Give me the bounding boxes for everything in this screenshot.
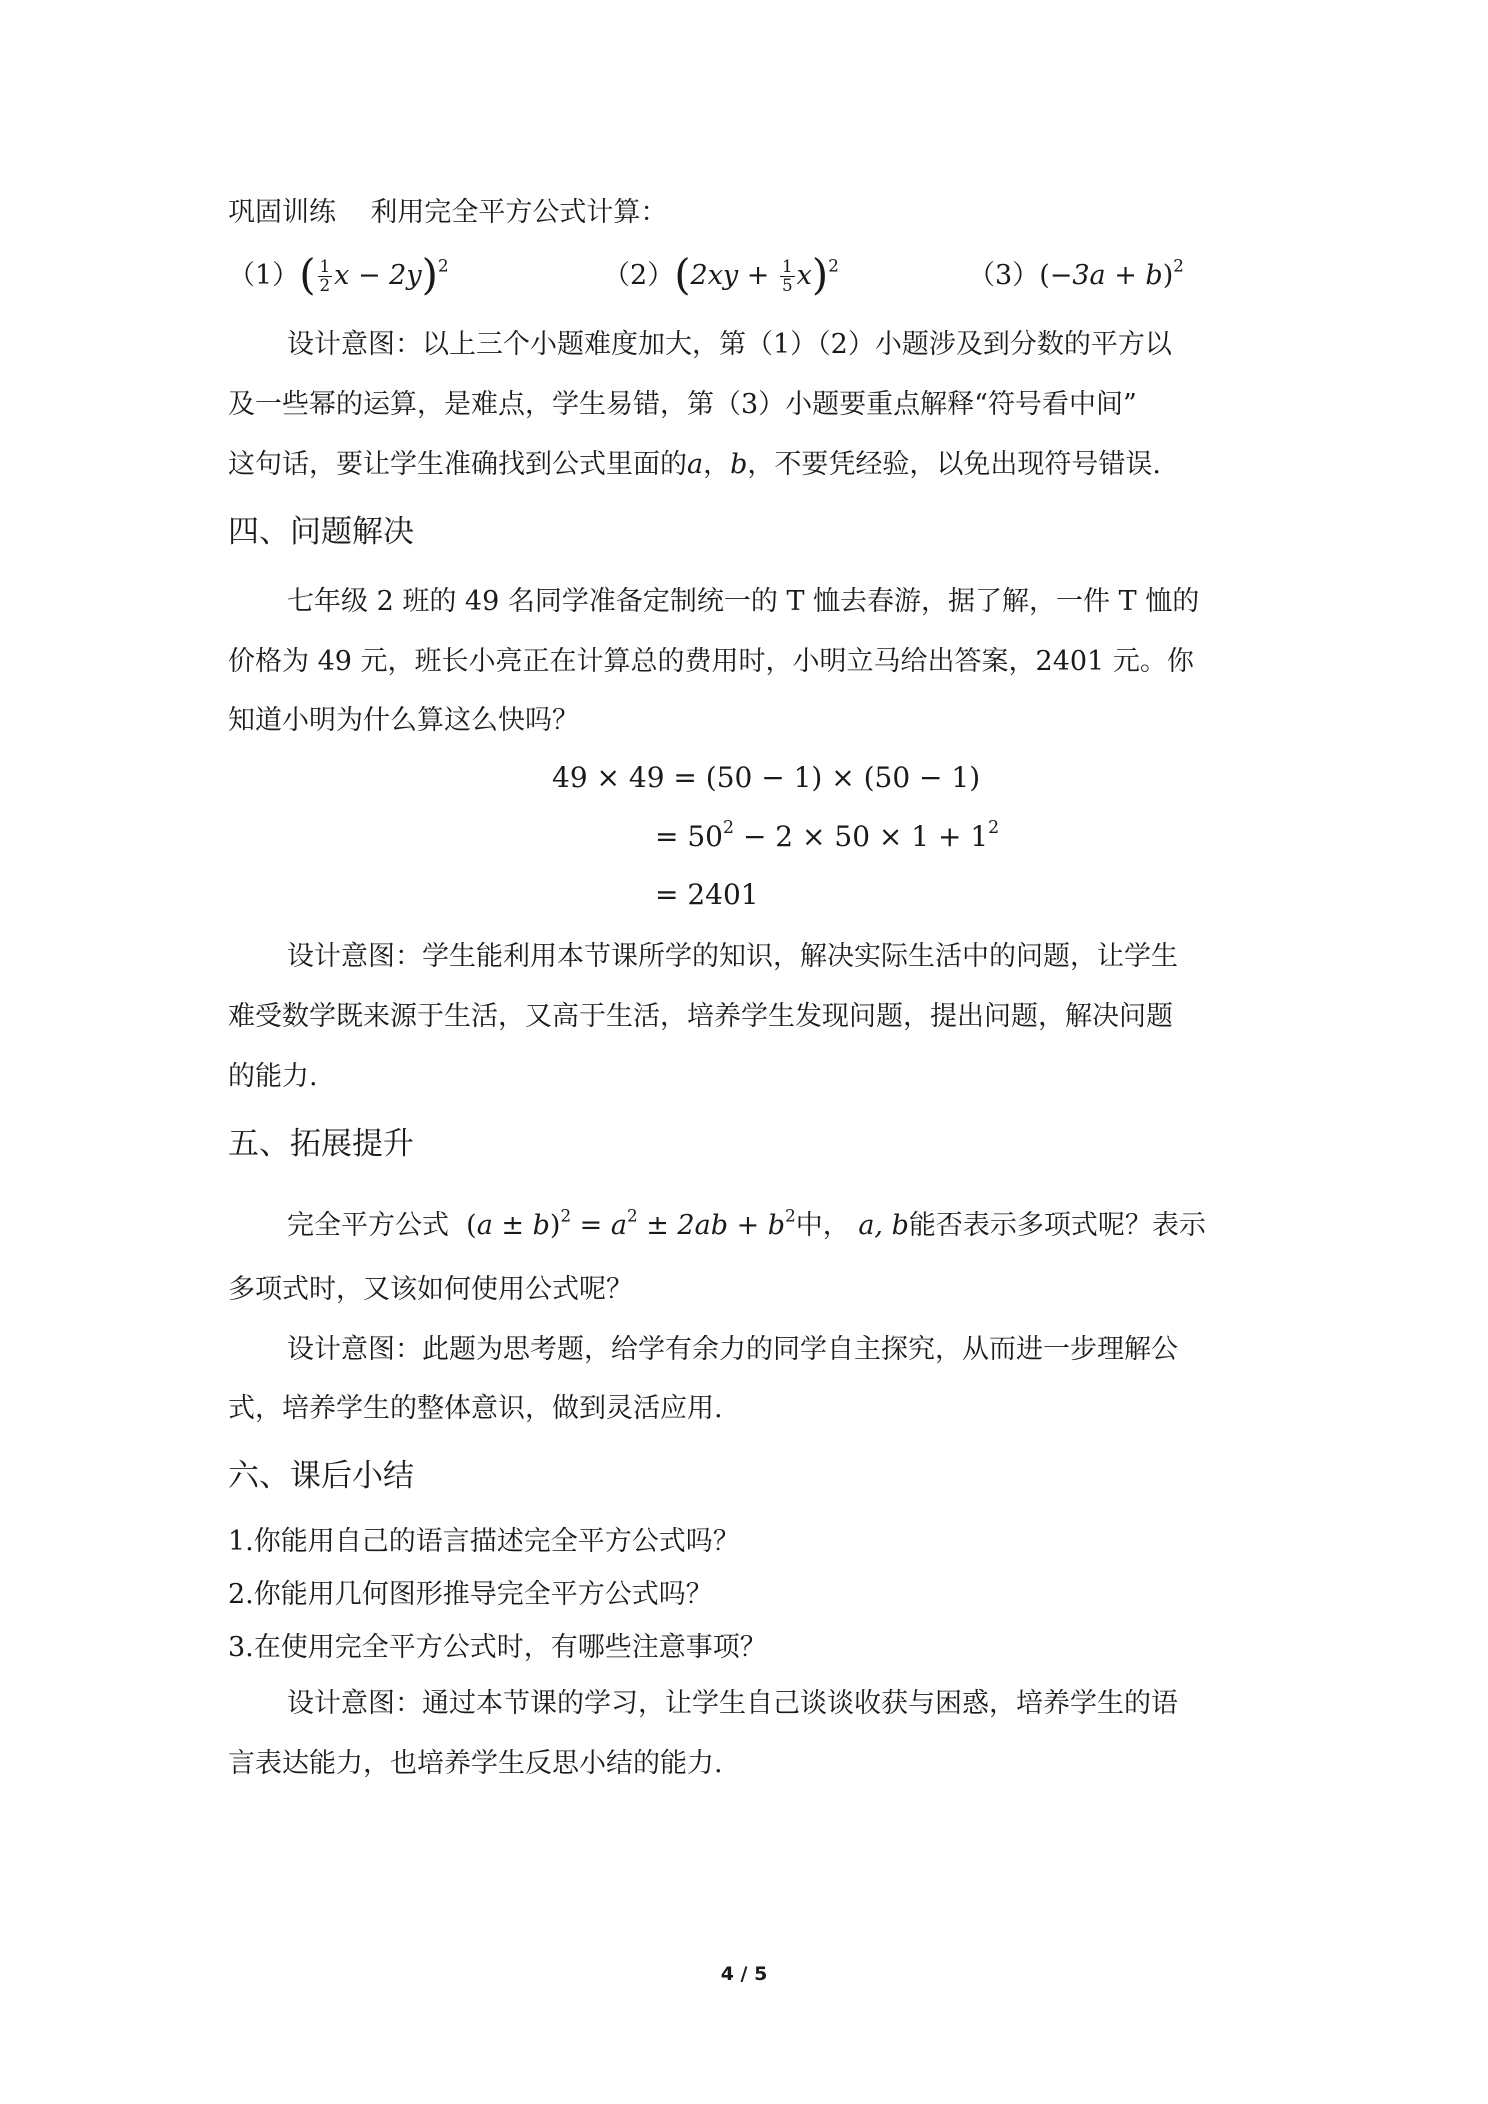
- summary-question: 2.你能用几何图形推导完全平方公式吗？: [228, 1579, 713, 1610]
- exercise-1-formula: ( $\frac{1}{2}$ x − 2y)$^2$: [299, 250, 449, 300]
- summary-question: 1.你能用自己的语言描述完全平方公式吗？: [228, 1526, 740, 1557]
- problem-text: 知道小明为什么算这么快吗？: [228, 705, 579, 736]
- extension-text: 多项式时，又该如何使用公式呢？: [228, 1274, 633, 1305]
- design-intent-text: 设计意图：学生能利用本节课所学的知识，解决实际生活中的问题，让学生: [287, 941, 1178, 972]
- design-intent-text: 的能力.: [228, 1061, 318, 1092]
- exercise-2-formula: (2xy + $\frac{1}{5}$ x)$^2$: [674, 250, 839, 300]
- exercise-1: [228, 250, 449, 300]
- exercise-3: [968, 256, 1184, 296]
- equation-line-1: 49 × 49 = (50 − 1) × (50 − 1): [552, 761, 981, 794]
- summary-question: 3.在使用完全平方公式时，有哪些注意事项？: [228, 1632, 767, 1663]
- exercise-label: （3）: [968, 260, 1040, 291]
- design-intent-text: 难受数学既来源于生活，又高于生活，培养学生发现问题，提出问题，解决问题: [228, 1001, 1173, 1032]
- design-intent-text: 式，培养学生的整体意识，做到灵活应用.: [228, 1393, 723, 1424]
- exercise-label: （1）: [228, 260, 300, 291]
- design-intent-text: 言表达能力，也培养学生反思小结的能力.: [228, 1748, 723, 1779]
- design-intent-text: 设计意图：以上三个小题难度加大，第（1）（2）小题涉及到分数的平方以: [287, 329, 1172, 360]
- extension-text: 完全平方公式 $(a \pm b)^2 = a^2 \pm 2ab + b^2$中， a, b能否表示多项式呢？表示: [287, 1205, 1206, 1241]
- exercise-label: （2）: [603, 260, 675, 291]
- problem-text: 七年级 2 班的 49 名同学准备定制统一的 T 恤去春游，据了解，一件 T 恤的: [287, 586, 1200, 617]
- exercise-3-formula: $(-3a + b)^2$: [1039, 255, 1184, 291]
- design-intent-text: 及一些幂的运算，是难点，学生易错，第（3）小题要重点解释“符号看中间”: [228, 389, 1137, 420]
- section-heading: 五、拓展提升: [228, 1126, 414, 1162]
- design-intent-text: 这句话，要让学生准确找到公式里面的a，b，不要凭经验，以免出现符号错误.: [228, 449, 1161, 480]
- section-heading: 六、课后小结: [228, 1458, 414, 1494]
- equation-line-2: = $50^2 - 2 \times 50 \times 1 + 1^2$: [655, 817, 1000, 853]
- exercise-2: [603, 250, 839, 300]
- design-intent-text: 设计意图：通过本节课的学习，让学生自己谈谈收获与困惑，培养学生的语: [287, 1688, 1178, 1719]
- design-intent-text: 设计意图：此题为思考题，给学有余力的同学自主探究，从而进一步理解公: [287, 1334, 1178, 1365]
- problem-text: 价格为 49 元，班长小亮正在计算总的费用时，小明立马给出答案，2401 元。你: [228, 646, 1194, 677]
- page-number: 4 / 5: [720, 1963, 768, 1985]
- exercise-intro: [228, 193, 667, 233]
- equation-line-3: = 2401: [655, 878, 759, 911]
- exercise-instruction: 利用完全平方公式计算：: [370, 197, 668, 228]
- section-heading: 四、问题解决: [228, 514, 414, 550]
- exercise-title: 巩固训练: [228, 197, 336, 228]
